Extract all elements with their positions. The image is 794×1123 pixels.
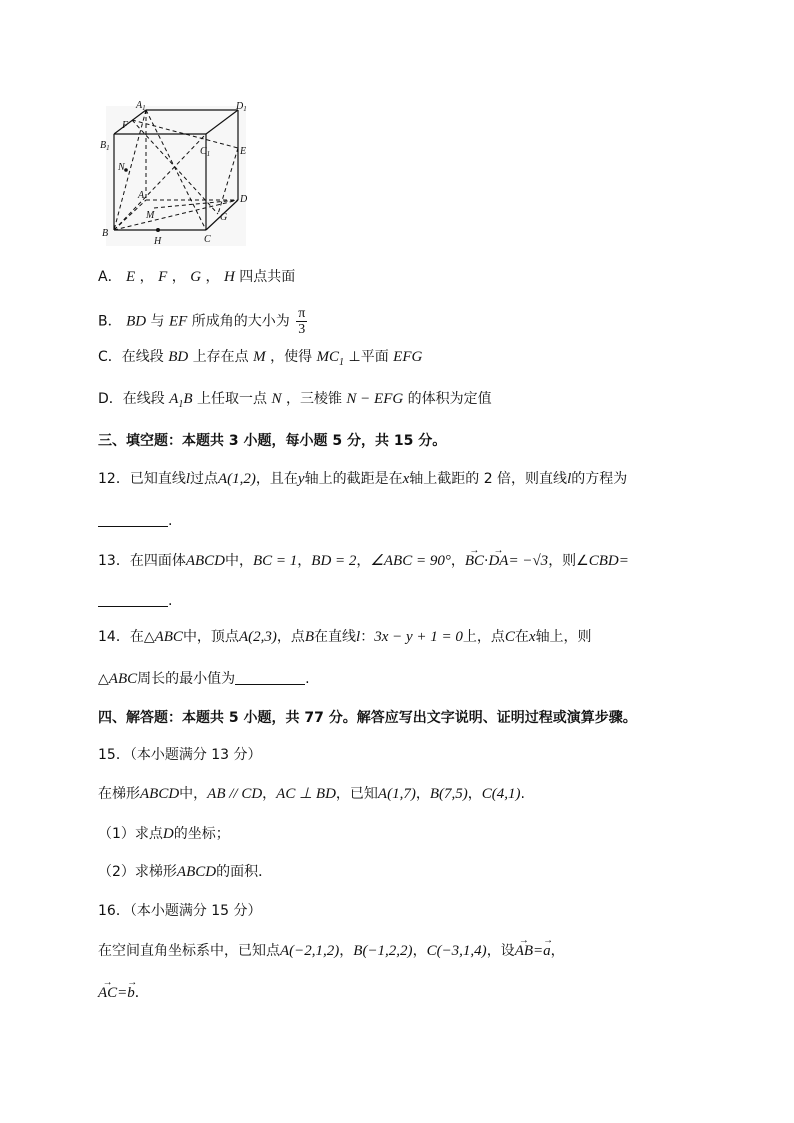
point-g: G <box>190 269 202 285</box>
math: C <box>504 629 515 645</box>
text: ， <box>550 943 565 959</box>
numerator: π <box>298 306 306 321</box>
text: ，使得 <box>270 349 313 365</box>
vector-ac: → AC <box>98 984 117 1002</box>
text: 的体积为定值 <box>407 391 492 407</box>
text: ： <box>360 629 375 645</box>
label-b1: $B_1$ <box>100 140 110 152</box>
answer-blank[interactable] <box>98 512 168 527</box>
text: ，三棱锥 <box>285 391 342 407</box>
label-h: H <box>154 236 162 247</box>
text: 过点 <box>190 471 218 487</box>
text: ， <box>297 553 312 569</box>
math: l <box>567 471 572 487</box>
question-13 <box>98 552 629 570</box>
vector-ab: → AB <box>515 942 533 960</box>
label-e: E <box>240 146 247 157</box>
text: 在空间直角坐标系中，已知点 <box>98 943 280 959</box>
label-a: A <box>138 190 145 201</box>
math: C(−3,1,4) <box>426 943 487 959</box>
text: △ <box>98 671 109 687</box>
math: MC <box>316 349 340 365</box>
math: x <box>402 471 410 487</box>
text: 上存在点 <box>192 349 249 365</box>
question-15-head: 15．（本小题满分 13 分） <box>98 747 262 763</box>
math: ABC <box>154 629 183 645</box>
option-c <box>98 348 422 372</box>
math: A <box>169 391 179 407</box>
text: 14．在△ <box>98 629 155 645</box>
question-16-body <box>98 942 565 960</box>
option-d-prefix: D．在线段 <box>98 391 165 407</box>
subscript: 1 <box>178 399 184 410</box>
label-f: F <box>122 120 129 131</box>
label-c1: $C_1$ <box>200 146 211 158</box>
math: BD <box>168 349 189 365</box>
text: 轴上的截距是在 <box>304 471 403 487</box>
math: C(4,1) <box>481 786 521 802</box>
question-16-line2 <box>98 984 149 1002</box>
question-15-body <box>98 785 525 803</box>
math: y <box>297 471 305 487</box>
question-15-part2 <box>98 863 272 881</box>
math <box>316 349 345 368</box>
text: ， <box>415 786 430 802</box>
label-a1: $A_1$ <box>136 100 146 112</box>
math: CBD <box>588 553 619 569</box>
option-c-prefix: C．在线段 <box>98 349 164 365</box>
question-13-answer <box>98 592 172 610</box>
math: A(1,2) <box>218 471 256 487</box>
math: ABC <box>108 671 138 687</box>
question-12-answer <box>98 512 172 530</box>
math: x <box>528 629 536 645</box>
math: N <box>271 391 282 407</box>
text: ，且在 <box>255 471 298 487</box>
point-n <box>124 168 128 172</box>
text: 在梯形 <box>98 786 140 802</box>
text: ， <box>450 553 465 569</box>
option-b-prefix: B． <box>98 313 122 330</box>
text: 中，顶点 <box>182 629 239 645</box>
math: D <box>162 826 174 842</box>
math: AB // CD <box>207 786 263 802</box>
question-14 <box>98 628 592 646</box>
section-3-title: 三、填空题：本题共 3 小题，每小题 5 分，共 15 分。 <box>98 433 447 449</box>
label-n: N <box>118 162 125 173</box>
text: ，设 <box>486 943 515 959</box>
math: N − EFG <box>346 391 404 407</box>
answer-blank[interactable] <box>98 592 168 607</box>
option-a-prefix: A． <box>98 269 122 285</box>
text: ， <box>339 943 354 959</box>
point-e: E <box>126 269 136 285</box>
text: ， <box>262 786 277 802</box>
text: . <box>305 671 310 687</box>
math: EFG <box>393 349 423 365</box>
text: ． <box>134 985 149 1001</box>
text: ，则∠ <box>548 553 589 569</box>
text: . <box>168 513 173 529</box>
math: = <box>533 943 544 959</box>
math: A(−2,1,2) <box>280 943 340 959</box>
text: 轴上，则 <box>535 629 592 645</box>
question-14-line2 <box>98 670 310 688</box>
fraction-pi-over-3 <box>296 306 307 337</box>
label-b: B <box>102 228 109 239</box>
text: ，已知 <box>335 786 378 802</box>
text: ， <box>356 553 371 569</box>
math: = −√3 <box>508 553 549 569</box>
text: 周长的最小值为 <box>137 671 236 687</box>
text: 轴上截距的 2 倍，则直线 <box>409 471 568 487</box>
math: 3x − y + 1 = 0 <box>374 629 463 645</box>
text: ⊥平面 <box>348 349 389 365</box>
question-12 <box>98 470 627 488</box>
math: l <box>356 629 361 645</box>
option-b <box>98 306 307 337</box>
answer-blank[interactable] <box>235 670 305 685</box>
sep: ， <box>171 269 186 285</box>
label-d1: $D_1$ <box>236 101 247 113</box>
math: B <box>183 391 193 407</box>
question-16-head: 16．（本小题满分 15 分） <box>98 903 262 919</box>
math: ABCD <box>140 786 180 802</box>
math: EF <box>168 313 188 330</box>
point-h <box>156 228 160 232</box>
section-4-title: 四、解答题：本题共 5 小题，共 77 分。解答应写出文字说明、证明过程或演算步骤。 <box>98 710 637 726</box>
sep: ， <box>205 269 220 285</box>
text: ， <box>467 786 482 802</box>
label-d: D <box>240 194 248 205</box>
text: 所成角的大小为 <box>191 313 290 330</box>
text: . <box>168 593 173 609</box>
math: AC ⊥ BD <box>276 786 336 802</box>
text: 12．已知直线 <box>98 471 186 487</box>
math: = <box>618 553 629 569</box>
text: （1）求点 <box>98 826 163 842</box>
vector-a: → a <box>543 942 551 960</box>
text: 上，点 <box>462 629 505 645</box>
math: BC = 1 <box>253 553 298 569</box>
text: 的面积． <box>216 864 273 880</box>
text: . <box>520 786 525 802</box>
text: · <box>484 553 489 569</box>
math <box>169 391 193 410</box>
text: 中， <box>225 553 253 569</box>
math: B(−1,2,2) <box>353 943 413 959</box>
math: = <box>117 985 128 1001</box>
text: 的坐标； <box>173 826 230 842</box>
text: ，点 <box>276 629 305 645</box>
vector-b: → b <box>127 984 135 1002</box>
option-d <box>98 390 492 414</box>
label-c: C <box>204 234 211 245</box>
math: BD <box>126 313 147 330</box>
option-a-tail: 四点共面 <box>239 269 296 285</box>
math: B(7,5) <box>429 786 468 802</box>
vector-bc: → BC <box>465 552 484 570</box>
label-m: M <box>146 210 155 221</box>
text: （2）求梯形 <box>98 864 177 880</box>
math: BD = 2 <box>311 553 357 569</box>
cube-figure <box>96 96 256 248</box>
math: A(1,7) <box>377 786 416 802</box>
math: ABCD <box>185 553 225 569</box>
text: 13．在四面体 <box>98 553 186 569</box>
math: ∠ABC = 90° <box>370 553 451 569</box>
math: l <box>185 471 190 487</box>
option-a <box>98 268 295 286</box>
sep: ， <box>139 269 154 285</box>
point-f: F <box>158 269 168 285</box>
text: 中， <box>179 786 208 802</box>
point-h: H <box>223 269 235 285</box>
vector-da: → DA <box>488 552 508 570</box>
text: ， <box>412 943 427 959</box>
label-g: G <box>220 212 228 223</box>
math: ABCD <box>176 864 217 880</box>
text: 在 <box>514 629 529 645</box>
denominator: 3 <box>298 322 306 337</box>
text: 的方程为 <box>571 471 628 487</box>
subscript: 1 <box>339 357 345 368</box>
math: A(2,3) <box>238 629 277 645</box>
text: 上任取一点 <box>197 391 268 407</box>
question-15-part1 <box>98 825 230 843</box>
math: B <box>304 629 315 645</box>
text: 在直线 <box>314 629 357 645</box>
text: 与 <box>150 313 165 330</box>
math: M <box>253 349 266 365</box>
